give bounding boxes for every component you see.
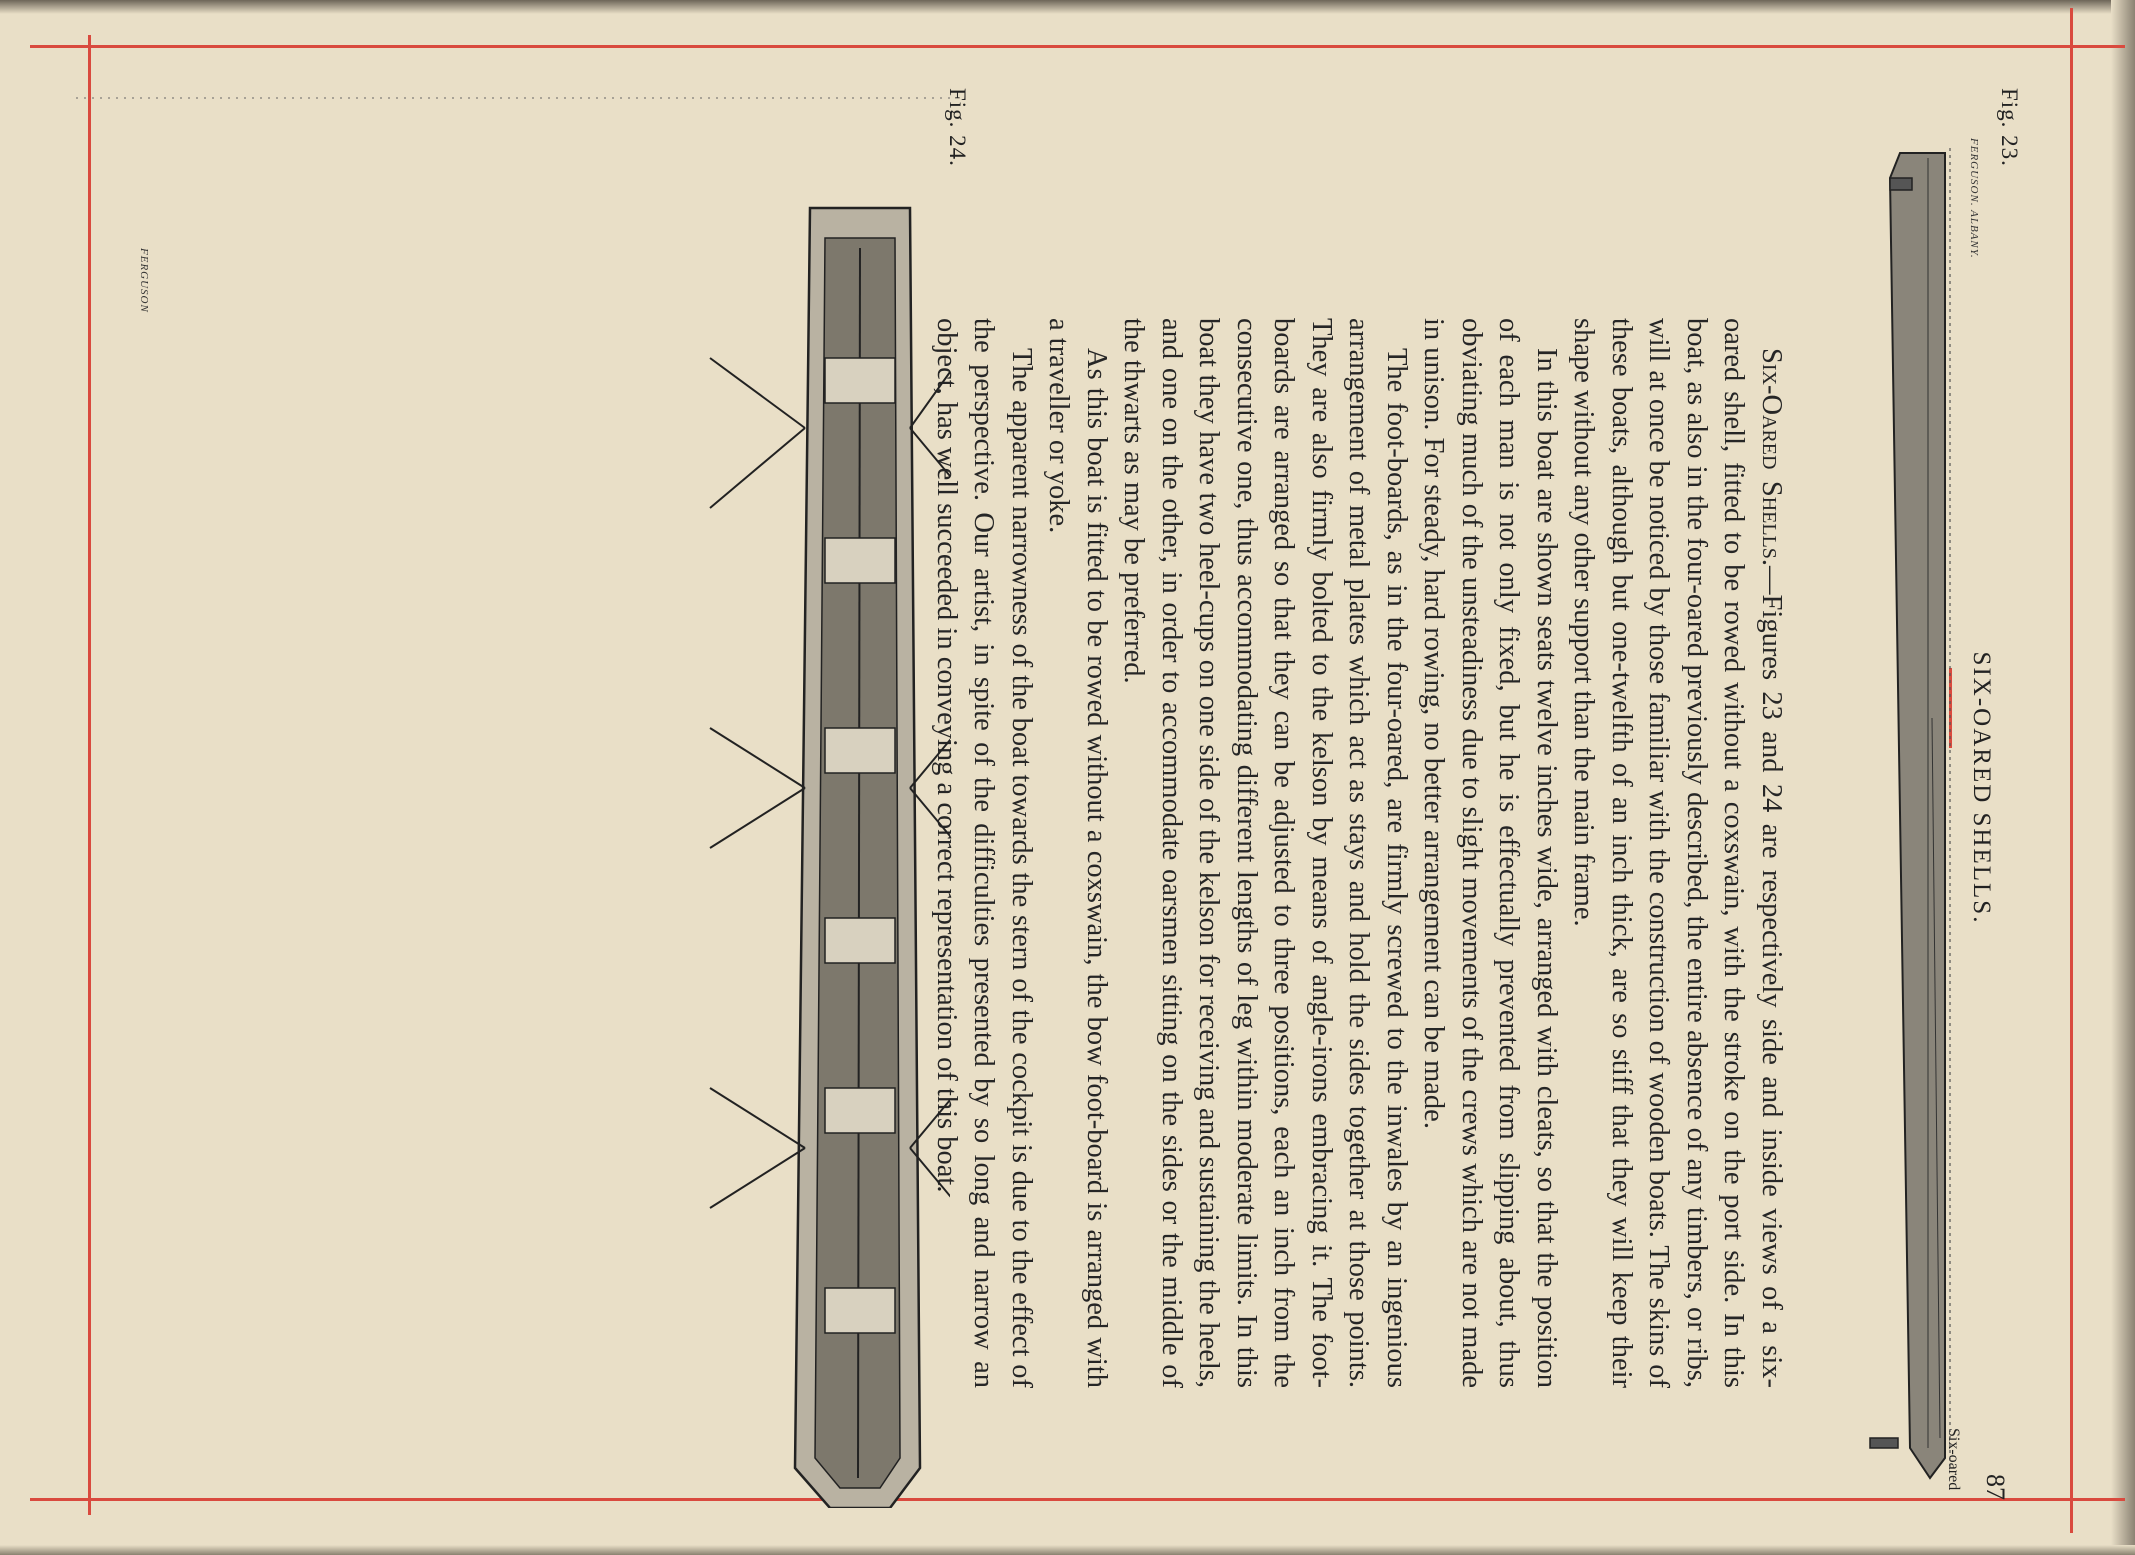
fig24-inside-view-illustration [70,88,970,1508]
paragraph-3: The foot-boards, as in the four-oared, are firmly screwed to the inwales by an ingenious arrangement of metal plates which act as stays and hold the sides together at those points. They are also firmly bolted to the kelson by means of angle-irons embracing it. The foot-boards are arranged so that they can be adjusted to three positions, each an inch from the consecutive one, thus accommodating different lengths of leg within moderate limits. In this boat they have two heel-cups on one side of the kelson for receiving and sustaining the heels, and one on the other, in order to accommodate oarsmen sitting on the sides or the middle of the thwarts as may be preferred. [1118,318,1412,1388]
rotated-page-content [50,88,2030,1508]
paragraph-1-text: —Figures 23 and 24 are respectively side and inside views of a six-oared shell, fitted to be rowed without a coxswain, with the stroke on the port side. In this boat, as also in the four-oared previously described, the entire absence of any timbers, or ribs, will at once be noticed by those familiar with the construction of wooden boats. The skins of these boats, although but one-twelfth of an inch thick, are so stiff that they will keep their shape without any other support than the main frame. [1568,318,1787,1388]
page-number: 87 [1981,1474,2010,1500]
running-head: SIX-OARED SHELLS. [1968,651,1995,925]
paragraph-2: In this boat are shown seats twelve inches wide, arranged with cleats, so that the position of each man is not only fixed, but he is effectually prevented from slipping about, thus obviating much of the unsteadiness due to slight movements of the crews which are not made in unison. For steady, hard rowing, no better arrangement can be made. [1418,318,1562,1388]
main-body-text [928,318,1791,1388]
side-view-shell-drawing [1860,118,1990,1488]
page-edge-shadow [0,1545,2135,1555]
paragraph-1 [1565,318,1790,1388]
fig24-engraver-credit: FERGUSON [138,248,150,313]
fig24-label: Fig. 24. [945,88,970,167]
section-lead-in: Six-Oared Shells. [1756,348,1787,567]
fig23-engraver-credit: FERGUSON. ALBANY. [1968,138,1980,259]
inside-view-shell-drawing [70,88,950,1508]
paragraph-5: The apparent narrowness of the boat towards the stern of the cockpit is due to the effect of the perspective. Our artist, in spite of the difficulties presented by so long and narrow an object, has well succeeded in conveying a correct representation of this boat. [931,318,1037,1388]
page-edge-shadow [0,0,2135,14]
margin-note: Six-oared [1945,1428,1962,1491]
fig23-side-view-illustration [1860,118,1990,1488]
border-rule-top [30,45,2125,48]
border-rule-right [2070,8,2073,1533]
paragraph-4: As this boat is fitted to be rowed without a coxswain, the bow foot-board is arranged with a traveller or yoke. [1043,318,1112,1388]
fig23-label: Fig. 23. [1997,88,2022,167]
page-edge-shadow [2111,0,2135,1555]
